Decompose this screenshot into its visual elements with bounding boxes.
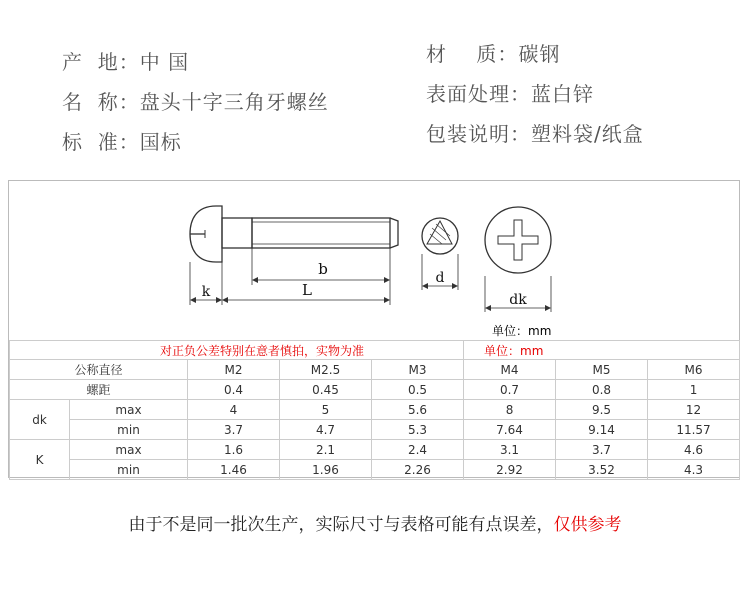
table-row [10,400,740,420]
surface-value: 蓝白锌 [531,82,594,106]
dk-min-cell: 3.7 [188,420,280,440]
table-notice-row [10,341,740,360]
thread-section-outer [422,218,458,254]
k-min-cell: 2.26 [372,460,464,480]
k-max-cell: 2.1 [280,440,372,460]
disclaimer-highlight: 仅供参考 [553,515,622,535]
k-min-cell: 3.52 [556,460,648,480]
dk-max-cell: 5 [280,400,372,420]
table-row [10,460,740,480]
spec-table [9,340,740,480]
material-label: 材 质： [426,42,519,66]
label-L: L [302,281,312,299]
k-max-label: max [70,440,188,460]
size-cell: M5 [556,360,648,380]
pitch-label: 螺距 [10,380,188,400]
k-max-cell: 1.6 [188,440,280,460]
screw-shank [222,218,252,248]
phillips-cross [498,220,538,260]
drawing-unit: 单位：mm [492,324,552,338]
dk-max-cell: 8 [464,400,556,420]
packaging-label: 包装说明： [426,122,531,146]
dk-min-label: min [70,420,188,440]
k-max-cell: 4.6 [648,440,740,460]
dk-max-cell: 4 [188,400,280,420]
size-cell: M3 [372,360,464,380]
dk-max-cell: 5.6 [372,400,464,420]
tolerance-notice: 对正负公差特别在意者慎拍，实物为准 [10,341,464,360]
name-value: 盘头十字三角牙螺丝 [139,90,329,114]
table-row [10,380,740,400]
pitch-cell: 1 [648,380,740,400]
k-max-cell: 3.7 [556,440,648,460]
k-min-cell: 1.96 [280,460,372,480]
dk-min-cell: 11.57 [648,420,740,440]
pitch-cell: 0.8 [556,380,648,400]
size-cell: M6 [648,360,740,380]
name-label: 名 称： [62,90,140,114]
material-value: 碳钢 [518,42,561,66]
dk-min-cell: 5.3 [372,420,464,440]
dk-min-cell: 4.7 [280,420,372,440]
disclaimer-text: 由于不是同一批次生产，实际尺寸与表格可能有点误差， [128,515,554,535]
dk-min-cell: 7.64 [464,420,556,440]
pitch-cell: 0.4 [188,380,280,400]
table-row [10,420,740,440]
table-row [10,440,740,460]
k-min-label: min [70,460,188,480]
standard-label: 标 准： [62,130,140,154]
pitch-cell: 0.45 [280,380,372,400]
table-row [10,360,740,380]
k-max-cell: 2.4 [372,440,464,460]
size-cell: M4 [464,360,556,380]
label-k: k [201,284,211,300]
screw-tip [390,218,398,248]
k-label: K [10,440,70,480]
dk-max-cell: 12 [648,400,740,420]
k-min-cell: 4.3 [648,460,740,480]
nominal-diameter-label: 公称直径 [10,360,188,380]
origin-value: 中 国 [139,50,190,74]
packaging-value: 塑料袋/纸盒 [531,122,644,146]
standard-value: 国标 [139,130,182,154]
k-max-cell: 3.1 [464,440,556,460]
screw-thread [252,218,390,248]
label-b: b [318,260,328,278]
origin-label: 产 地： [62,50,140,74]
disclaimer [0,510,750,535]
table-unit: 单位：mm [464,341,740,360]
k-min-cell: 1.46 [188,460,280,480]
surface-label: 表面处理： [426,82,531,106]
label-d: d [435,270,445,286]
pitch-cell: 0.7 [464,380,556,400]
size-cell: M2 [188,360,280,380]
head-top-view [485,207,551,273]
dk-max-cell: 9.5 [556,400,648,420]
pitch-cell: 0.5 [372,380,464,400]
dk-min-cell: 9.14 [556,420,648,440]
dk-label: dk [10,400,70,440]
k-min-cell: 2.92 [464,460,556,480]
thread-section-triangle [427,221,452,244]
label-dk: dk [509,292,527,308]
size-cell: M2.5 [280,360,372,380]
dk-max-label: max [70,400,188,420]
